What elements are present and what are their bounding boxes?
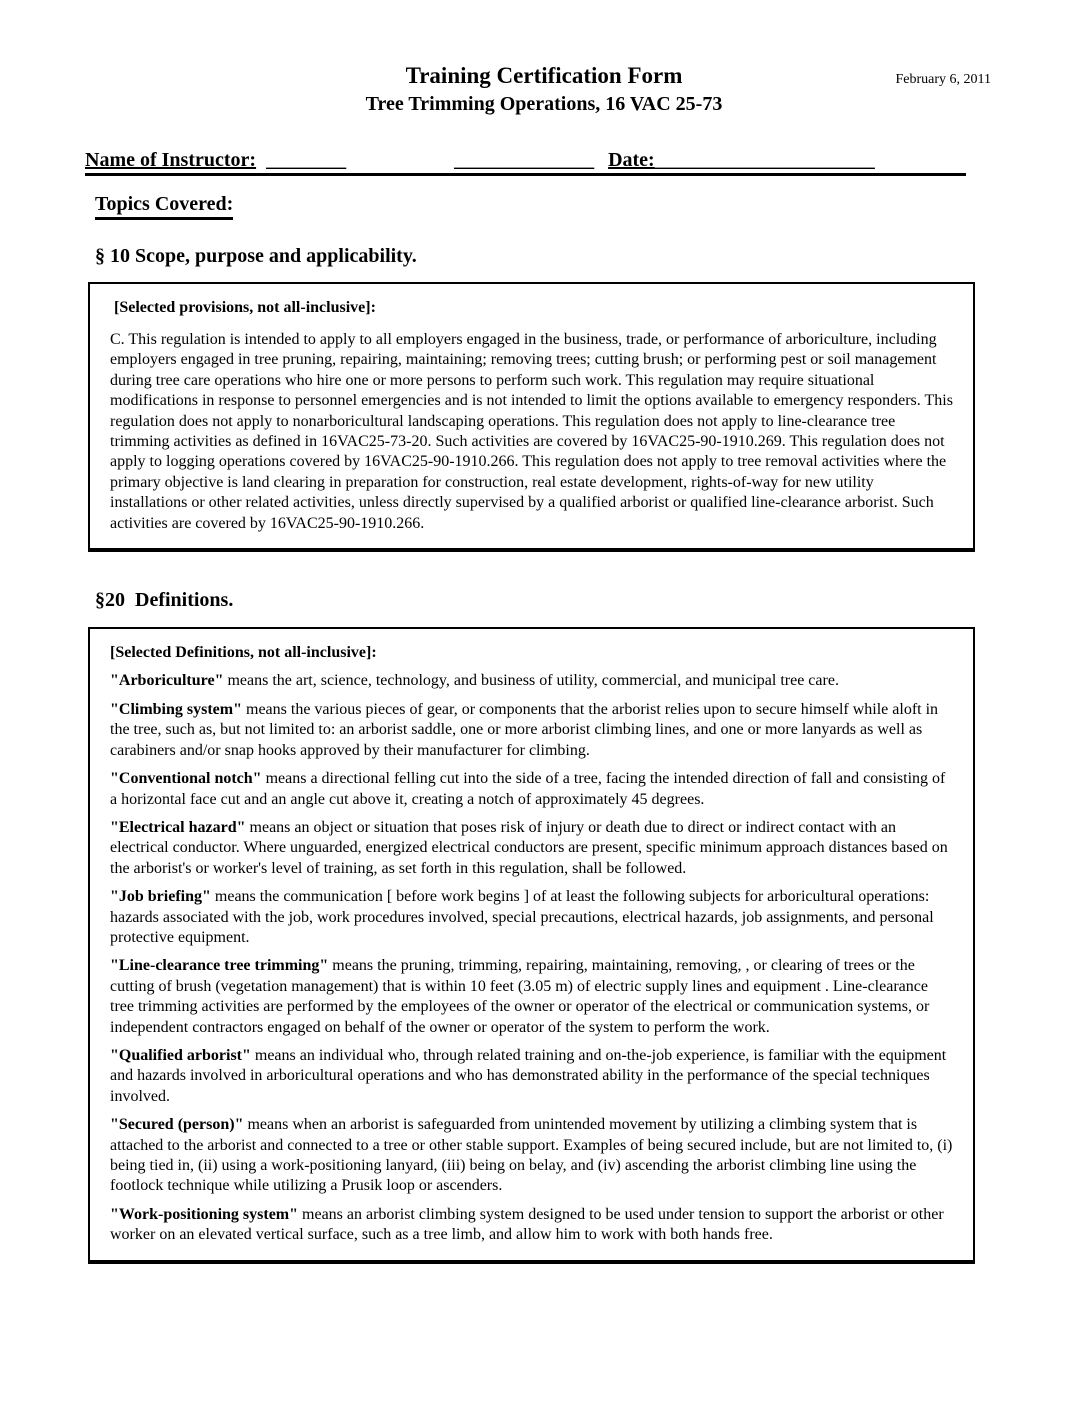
definition-item [110,1205,953,1246]
page-subtitle: Tree Trimming Operations, 16 VAC 25-73 [365,92,723,115]
definition-term: "Climbing system" [110,700,242,718]
definition-text: means an individual who, through related training and on-the-job experience, is familiar with the equipment and hazards involved in arboricultural operations and who has demonstrated ability in the performance of the special techniques involved. [110,1046,947,1105]
document-date: February 6, 2011 [895,72,991,87]
date-blank-field: ______________________ [654,148,875,171]
definition-item [110,818,953,879]
definition-term: "Work-positioning system" [110,1205,299,1223]
provisions-body-text: C. This regulation is intended to apply to all employers engaged in the business, trade, or performance of arboriculture, including employers engaged in tree pruning, repairing, maintaining; removing trees; cutting brush; or performing pest or soil management during tree care operations who hire one or more persons to perform such work. This regulation may require situational modifications in response to personnel emergencies and is not intended to limit the options available to emergency responders. This regulation does not apply to nonarboricultural landscaping operations. This regulation does not apply to line-clearance tree trimming activities as defined in 16VAC25-73-20. Such activities are covered by 16VAC25-90-1910.269. This regulation does not apply to logging operations covered by 16VAC25-90-1910.266. This regulation does not apply to tree removal activities where the primary objective is land clearing in preparation for construction, real estate development, rights-of-way for new utility installations or other related activities, unless directly supervised by a qualified arborist or qualified line-clearance arborist. Such activities are covered by 16VAC25-90-1910.266. [110,331,953,532]
definition-item [110,769,953,810]
definitions-box [88,627,975,1264]
definition-term: "Conventional notch" [110,770,262,788]
definitions-box-label: [Selected Definitions, not all-inclusive]: [110,644,377,662]
provisions-box-label: [Selected provisions, not all-inclusive]: [114,298,376,316]
definition-text: means the various pieces of gear, or components that the arborist relies upon to secure himself while aloft in the tree, such as, but not limited to: an arborist saddle, one or more arborist climbing lines, and one or more lanyards as well as carabiners and/or snap hooks approved by their manufacturer for climbing. [110,700,939,759]
instructor-label: Name of Instructor: [85,148,257,171]
definition-text: means an arborist climbing system designed to be used under tension to support the arborist or other worker on an elevated vertical surface, such as a tree limb, and allow him to work with both hands free. [110,1205,944,1244]
definition-term: "Job briefing" [110,888,211,906]
section-20-heading: §20 Definitions. [95,589,234,612]
instructor-blank-field-2: ______________ [454,148,595,171]
definition-text: means when an arborist is safeguarded from unintended movement by utilizing a climbing system that is attached to the arborist and connected to a tree or other stable support. Examples of being secured include, but are not limited to, (i) being tied in, (ii) using a work-positioning lanyard, (iii) being on belay, and (iv) ascending the arborist climbing line using the footlock technique while utilizing a Prusik loop or ascenders. [110,1116,953,1195]
definition-text: means the pruning, trimming, repairing, maintaining, removing, , or clearing of trees or the cutting of brush (vegetation management) that is within 10 feet (3.05 m) of electric supply lines and equipment . Line-clearance tree trimming activities are performed by the employees of the owner or operator of the electrical or communication systems, or independent contractors engaged on behalf of the owner or operator of the system to perform the work. [110,957,930,1036]
definition-item [110,671,953,691]
definition-item [110,700,953,761]
definition-term: "Arboriculture" [110,672,224,690]
definition-text: means a directional felling cut into the side of a tree, facing the intended direction of fall and consisting of a horizontal face cut and an angle cut above it, creating a notch of approximately 45 degrees. [110,770,946,808]
definition-text: means the communication [ before work begins ] of at least the following subjects for arboricultural operations: hazards associated with the job, work procedures involved, special precautions, electrical hazards, job assignments, and personal protective equipment. [110,888,934,946]
provisions-box [88,282,975,552]
section-10-heading: § 10 Scope, purpose and applicability. [95,244,417,267]
definition-term: "Line-clearance tree trimming" [110,957,329,975]
definition-item [110,1115,953,1197]
topics-covered-heading: Topics Covered: [95,193,1088,220]
definition-term: "Qualified arborist" [110,1046,251,1064]
instructor-date-line [85,149,966,176]
definition-item [110,956,953,1038]
definition-item [110,887,953,948]
definition-term: "Electrical hazard" [110,818,246,836]
definition-text: means the art, science, technology, and business of utility, commercial, and municipal tree care. [227,672,839,690]
definition-item [110,1046,953,1107]
document-header [0,0,1088,116]
instructor-blank-field: ________ [266,148,347,171]
definition-text: means an object or situation that poses risk of injury or death due to direct or indirect contact with an electrical conductor. Where unguarded, energized electrical conductors are present, specific minimum approach distances based on the arborist's or worker's level of training, as set forth in this regulation, shall be followed. [110,818,948,877]
definition-term: "Secured (person)" [110,1116,244,1134]
date-label: Date: [608,148,655,171]
page-title: Training Certification Form [405,63,683,88]
